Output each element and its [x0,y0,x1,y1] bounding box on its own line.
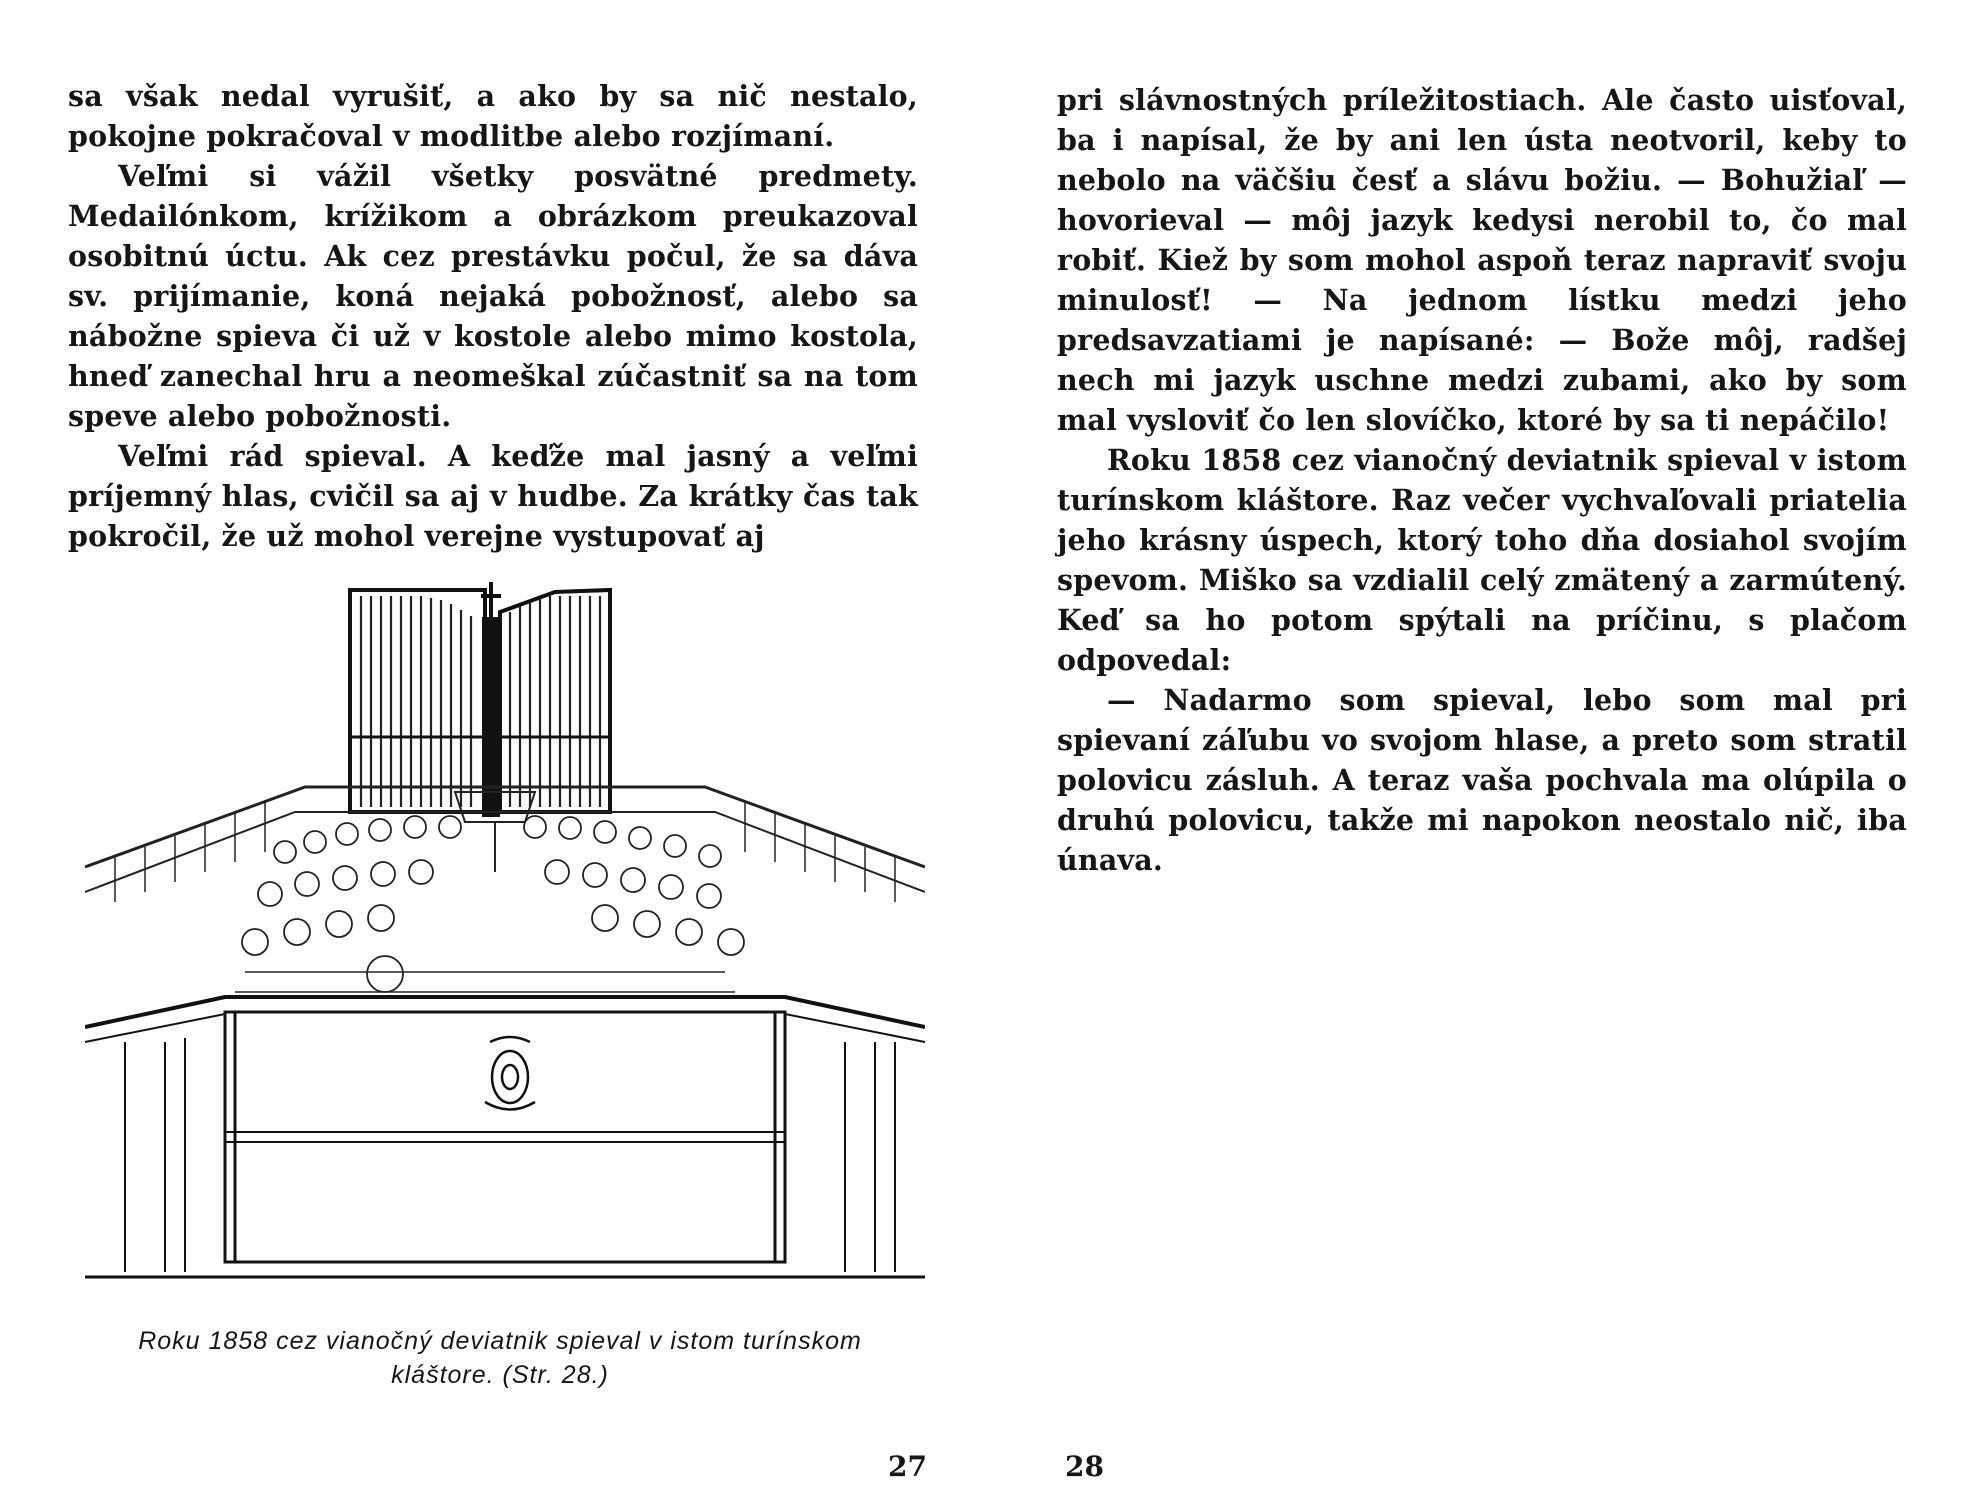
right-paragraph-1: pri slávnostných príležitostiach. Ale často uisťoval, ba i napísal, že by ani len ústa neotvoril, keby to nebolo na väčšiu česť a slávu božiu. — Bohužiaľ — hovorieval — môj jazyk kedysi nerobil to, čo mal robiť. Kiež by som mohol aspoň teraz napraviť svoju minulosť! — Na jednom lístku medzi jeho predsavzatiami je napísané: — Bože môj, radšej nech mi jazyk uschne medzi zubami, ako by som mal vysloviť čo len slovíčko, ktoré by sa ti nepáčilo! [1057,83,1907,437]
left-paragraph-3: Veľmi rád spieval. A keďže mal jasný a veľmi príjemný hlas, cvičil sa aj v hudbe. Za krátky čas tak pokročil, že už mohol verejne vystupovať aj [68,439,918,553]
left-paragraph-1: sa však nedal vyrušiť, a ako by sa nič nestalo, pokojne pokračoval v modlitbe alebo rozjímaní. [68,79,918,153]
page-number-left: 27 [888,1450,927,1483]
illustration-caption: Roku 1858 cez vianočný deviatnik spieval v istom turínskom kláštore. (Str. 28.) [138,1327,862,1389]
right-page-text [1057,80,1907,880]
altar [85,997,925,1277]
right-paragraph-3: — Nadarmo som spieval, lebo som mal pri spievaní záľubu vo svojom hlase, a preto som stratil polovicu zásluh. A teraz vaša pochvala ma olúpila o druhú polovicu, takže mi napokon neostalo nič, iba únava. [1057,683,1907,877]
choir-illustration [85,572,925,1302]
choir-singers [242,816,744,992]
right-paragraph-2: Roku 1858 cez vianočný deviatnik spieval v istom turínskom kláštore. Raz večer vychvaľovali priatelia jeho krásny úspech, ktorý toho dňa dosiahol svojím spevom. Miško sa vzdialil celý zmätený a zarmútený. Keď sa ho potom spýtali na príčinu, s plačom odpovedal: [1057,443,1907,677]
left-page-text [68,76,918,556]
right-page [985,0,1970,1500]
left-paragraph-2: Veľmi si vážil všetky posvätné predmety. Medailónkom, krížikom a obrázkom preukazoval osobitnú úctu. Ak cez prestávku počul, že sa dáva sv. prijímanie, koná nejaká pobožnosť, alebo sa nábožne spieva či už v kostole alebo mimo kostola, hneď zanechal hru a neomeškal zúčastniť sa na tom speve alebo pobožnosti. [68,159,918,433]
page-number-right: 28 [1065,1450,1104,1483]
organ-right-panel [500,590,610,812]
organ-left-panel [350,590,490,812]
